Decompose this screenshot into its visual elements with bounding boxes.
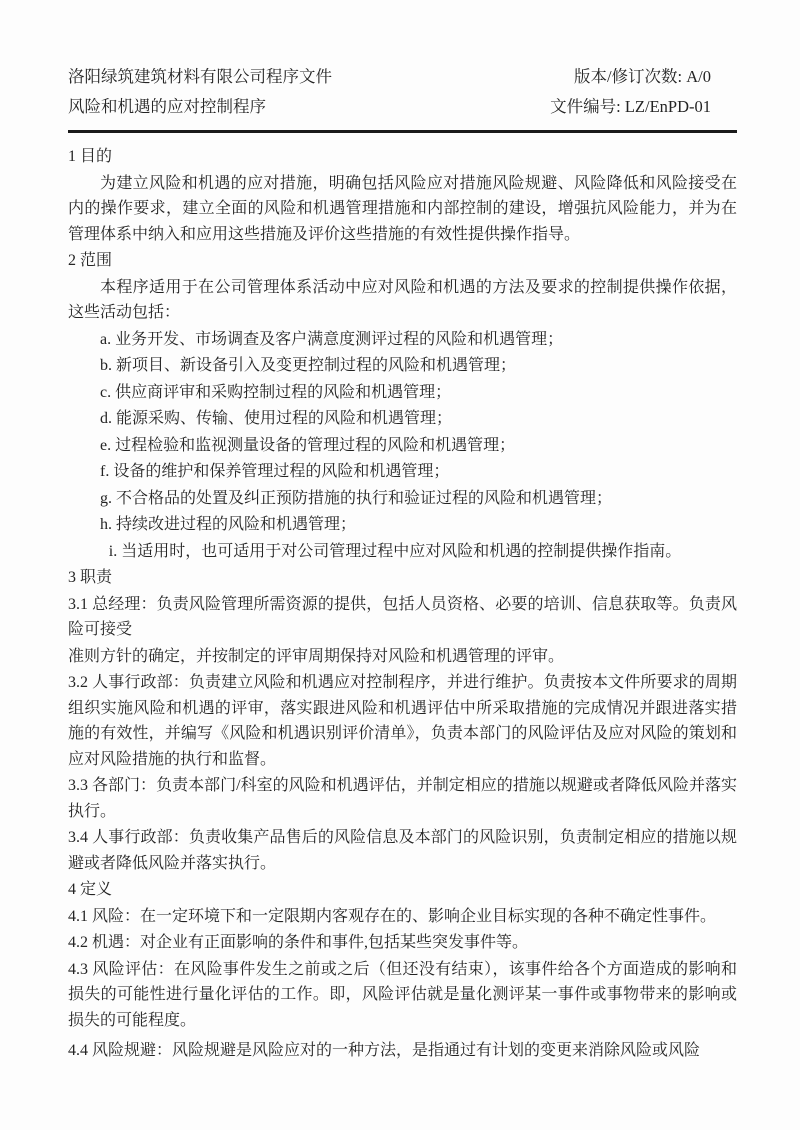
- section-4-heading: 4 定义: [68, 881, 113, 898]
- duty-3-4: 3.4 人事行政部：负责收集产品售后的风险信息及本部门的风险识别，负责制定相应的措施以规避或者降低风险并落实执行。: [68, 829, 737, 872]
- section-1-paragraph: 为建立风险和机遇的应对措施，明确包括风险应对措施风险规避、风险降低和风险接受在内的操作要求，建立全面的风险和机遇管理措施和内部控制的建设，增强抗风险能力，并为在管理体系中纳入和应用这些措施及评价这些措施的有效性提供操作指导。: [68, 174, 737, 243]
- scope-item-g: g. 不合格品的处置及纠正预防措施的执行和验证过程的风险和机遇管理；: [100, 489, 613, 507]
- document-header: [68, 62, 737, 122]
- header-doc-number: 文件编号: LZ/EnPD-01: [550, 97, 711, 116]
- duty-3-1-continued: 准则方针的确定，并按制定的评审周期保持对风险和机遇管理的评审。: [68, 647, 565, 665]
- document-body: [68, 144, 737, 1064]
- duty-3-2: 3.2 人事行政部：负责建立风险和机遇应对控制程序，并进行维护。负责按本文件所要求的周期组织实施风险和机遇的评审，落实跟进风险和机遇评估中所采取措施的完成情况并跟进落实措施的有效性，并编写《风险和机遇识别评价清单》，负责本部门的风险评估及应对风险的策划和应对风险措施的执行和监督。: [68, 674, 737, 768]
- header-company-line: 洛阳绿筑建筑材料有限公司程序文件: [68, 67, 332, 86]
- section-3-heading: 3 职责: [68, 569, 113, 586]
- definition-4-4: 4.4 风险规避：风险规避是风险应对的一种方法，是指通过有计划的变更来消除风险或风险: [68, 1042, 701, 1059]
- scope-item-c: c. 供应商评审和采购控制过程的风险和机遇管理；: [100, 383, 452, 401]
- header-row-1: [68, 62, 737, 92]
- scope-item-a: a. 业务开发、市场调查及客户满意度测评过程的风险和机遇管理；: [100, 330, 564, 348]
- header-version: 版本/修订次数: A/0: [573, 67, 711, 86]
- definition-4-2: 4.2 机遇：对企业有正面影响的条件和事件,包括某些突发事件等。: [68, 934, 529, 951]
- definition-4-3: 4.3 风险评估：在风险事件发生之前或之后（但还没有结束），该事件给各个方面造成的影响和损失的可能性进行量化评估的工作。即，风险评估就是量化测评某一事件或事物带来的影响或损失的可能程度。: [68, 960, 737, 1029]
- duty-3-3: 3.3 各部门：负责本部门/科室的风险和机遇评估，并制定相应的措施以规避或者降低风险并落实执行。: [68, 777, 737, 820]
- scope-item-f: f. 设备的维护和保养管理过程的风险和机遇管理；: [100, 463, 450, 480]
- header-divider: [68, 130, 737, 133]
- scope-item-h: h. 持续改进过程的风险和机遇管理；: [100, 516, 357, 533]
- scope-item-d: d. 能源采购、传输、使用过程的风险和机遇管理；: [100, 410, 453, 427]
- section-1-heading: 1 目的: [68, 148, 113, 165]
- header-doc-title: 风险和机遇的应对控制程序: [68, 97, 266, 116]
- header-row-2: [68, 92, 737, 122]
- definition-4-1: 4.1 风险：在一定环境下和一定限期内客观存在的、影响企业目标实现的各种不确定性事件。: [68, 907, 717, 925]
- section-2-heading: 2 范围: [68, 252, 113, 269]
- scope-item-i: i. 当适用时，也可适用于对公司管理过程中应对风险和机遇的控制提供操作指南。: [108, 542, 682, 560]
- scope-item-e: e. 过程检验和监视测量设备的管理过程的风险和机遇管理；: [100, 436, 516, 454]
- duty-3-1: 3.1 总经理：负责风险管理所需资源的提供，包括人员资格、必要的培训、信息获取等。负责风险可接受: [68, 595, 737, 638]
- section-2-intro: 本程序适用于在公司管理体系活动中应对风险和机遇的方法及要求的控制提供操作依据，这些活动包括：: [68, 278, 737, 321]
- scope-item-b: b. 新项目、新设备引入及变更控制过程的风险和机遇管理；: [100, 357, 517, 374]
